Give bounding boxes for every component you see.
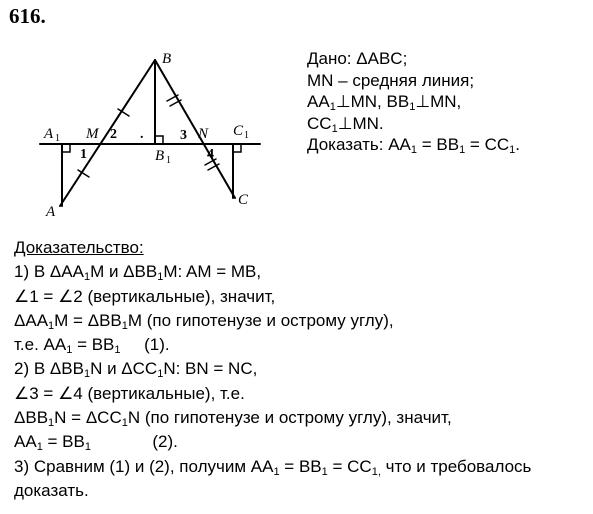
proof-line-7: $\Delta BB_1N = \Delta CC_1N$ (по гипотенузе и острому углу), значит, <box>14 408 452 430</box>
angle-label-3: 3 <box>180 128 187 143</box>
right-angle-b1 <box>155 136 163 144</box>
angle-label-4: 4 <box>207 147 214 162</box>
label-b1-sub: 1 <box>166 155 171 166</box>
proof-block <box>14 236 531 503</box>
proof-line-10: доказать. <box>14 480 89 500</box>
proof-line-1: 1) В $\Delta AA_1M$ и $\Delta BB_1M$: AM = MB, <box>14 262 262 284</box>
label-a1-sub: 1 <box>55 133 60 144</box>
proof-line-9: 3) Сравним (1) и (2), получим $AA_1 = BB_1 = CC_{1,}$ что и требовалось <box>14 456 532 478</box>
given-line-4: $CC_1\perp MN$. <box>307 113 384 135</box>
proof-line-8: $AA_1 = BB_1$ (2). <box>14 432 178 454</box>
right-angle-a1 <box>62 144 70 152</box>
prove-line: Доказать: $AA_1 = BB_1 = CC_1$. <box>307 135 520 156</box>
proof-line-2: ∠1 = ∠2 (вертикальные), значит, <box>14 286 276 306</box>
given-line-2: MN – средняя линия; <box>307 70 475 90</box>
angle-label-2: 2 <box>110 127 117 142</box>
label-c: C <box>238 192 249 208</box>
angle-dot: . <box>140 127 144 142</box>
given-block <box>307 48 520 156</box>
label-m: M <box>86 126 99 142</box>
label-n: N <box>198 126 209 142</box>
given-line-1: Дано: ΔABC; <box>307 49 408 68</box>
label-a: A <box>46 204 56 220</box>
proof-line-5: 2) В $\Delta BB_1N$ и $\Delta CC_1N$: BN = NC, <box>14 359 258 381</box>
proof-line-6: ∠3 = ∠4 (вертикальные), т.е. <box>14 383 245 403</box>
label-a1: A <box>44 126 54 142</box>
proof-heading: Доказательство: <box>14 238 144 257</box>
label-b1: B <box>155 148 165 164</box>
label-c1-sub: 1 <box>244 130 249 141</box>
label-b: B <box>162 51 172 67</box>
given-line-3: $AA_1\perp MN$, $BB_1\perp MN$, <box>307 92 462 113</box>
right-angle-c1 <box>233 144 241 152</box>
side-bc <box>155 60 235 198</box>
label-c1: C <box>233 123 244 139</box>
problem-number: 616. <box>9 4 46 28</box>
proof-line-3: $\Delta AA_1M = \Delta BB_1M$ (по гипотенузе и острому углу), <box>14 310 394 332</box>
angle-label-1: 1 <box>80 147 87 162</box>
proof-line-4: т.е. $AA_1 = BB_1$ (1). <box>14 335 170 357</box>
